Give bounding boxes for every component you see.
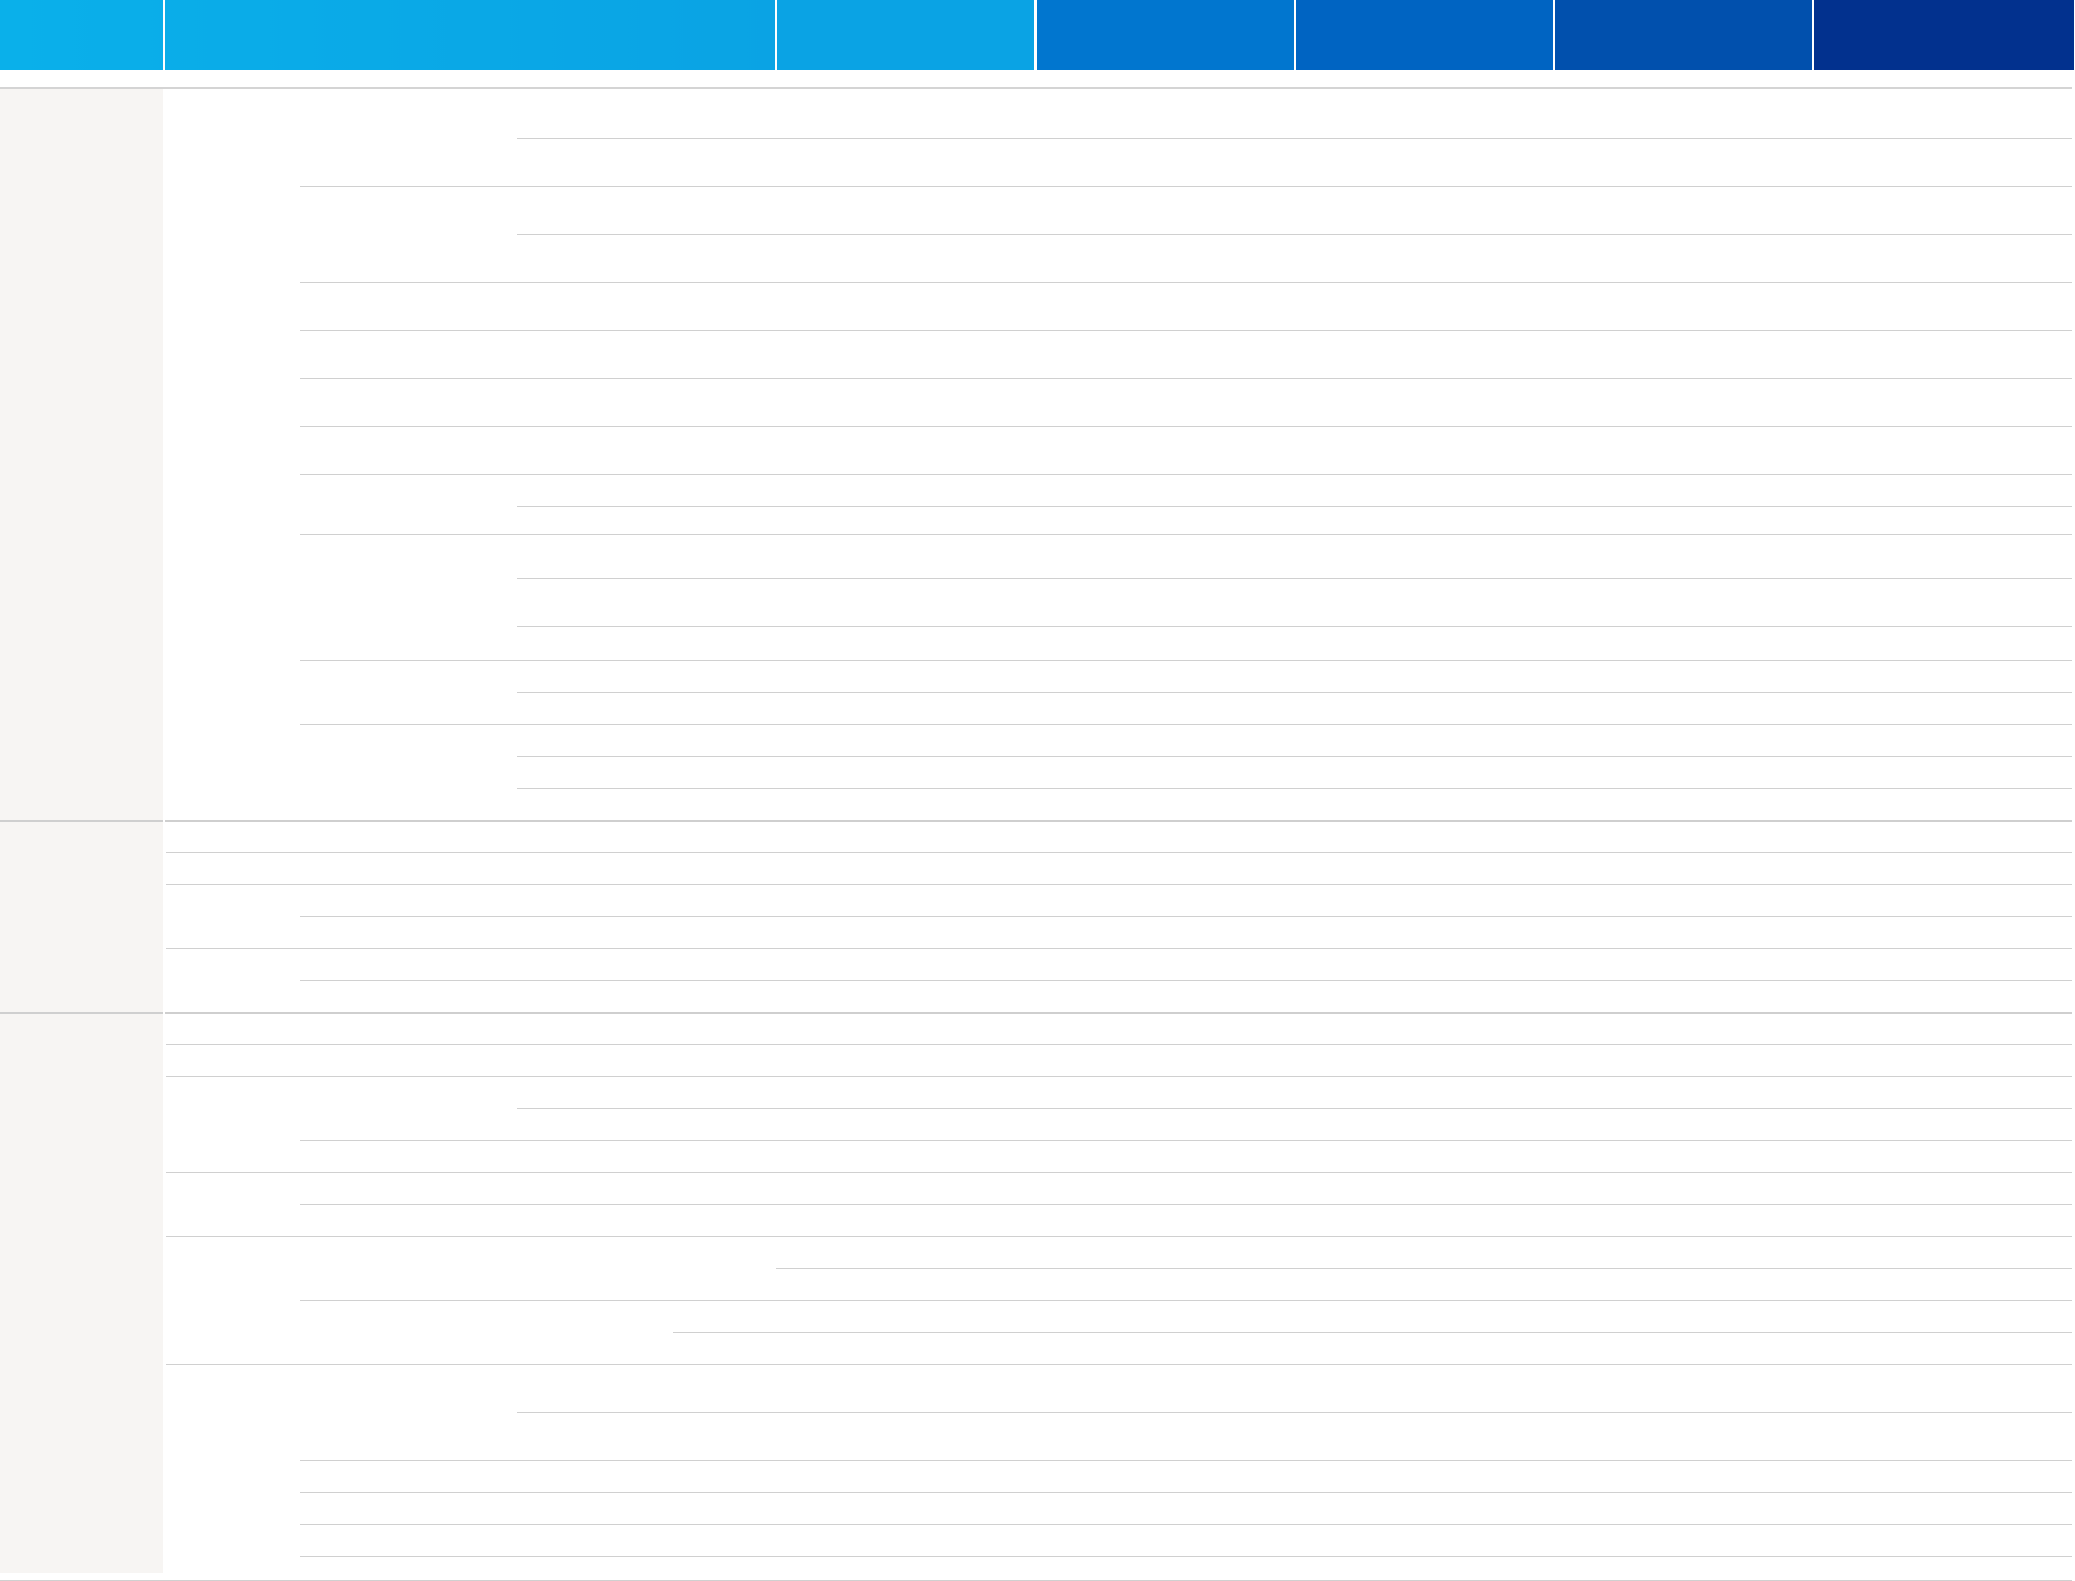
- row-divider: [166, 1236, 2072, 1237]
- row-divider: [300, 474, 2072, 475]
- row-divider: [517, 1412, 2072, 1413]
- row-divider: [517, 788, 2072, 789]
- row-divider: [517, 756, 2072, 757]
- row-divider: [517, 506, 2072, 507]
- section-divider: [0, 1012, 2072, 1014]
- row-divider: [300, 724, 2072, 725]
- row-divider: [300, 426, 2072, 427]
- row-divider: [300, 378, 2072, 379]
- row-divider: [300, 980, 2072, 981]
- row-divider: [300, 916, 2072, 917]
- row-divider: [300, 330, 2072, 331]
- row-divider: [673, 1332, 2072, 1333]
- row-divider: [300, 1300, 2072, 1301]
- row-divider: [166, 1364, 2072, 1365]
- row-divider: [166, 1172, 2072, 1173]
- row-divider: [166, 1044, 2072, 1045]
- row-divider: [517, 692, 2072, 693]
- row-divider: [776, 1268, 2072, 1269]
- row-divider: [166, 948, 2072, 949]
- row-divider: [300, 1492, 2072, 1493]
- row-divider: [300, 534, 2072, 535]
- section-divider: [0, 820, 2072, 822]
- row-divider: [166, 884, 2072, 885]
- row-divider: [300, 1556, 2072, 1557]
- row-divider: [300, 1524, 2072, 1525]
- row-divider: [166, 852, 2072, 853]
- row-divider: [517, 1108, 2072, 1109]
- row-divider: [300, 282, 2072, 283]
- row-divider: [300, 1460, 2072, 1461]
- row-divider: [517, 578, 2072, 579]
- row-divider: [166, 1076, 2072, 1077]
- row-divider: [517, 234, 2072, 235]
- row-divider: [300, 1204, 2072, 1205]
- row-divider: [517, 138, 2072, 139]
- row-divider: [300, 660, 2072, 661]
- category-column-edge: [163, 89, 165, 1573]
- row-divider: [300, 186, 2072, 187]
- row-divider: [517, 626, 2072, 627]
- row-divider: [300, 1140, 2072, 1141]
